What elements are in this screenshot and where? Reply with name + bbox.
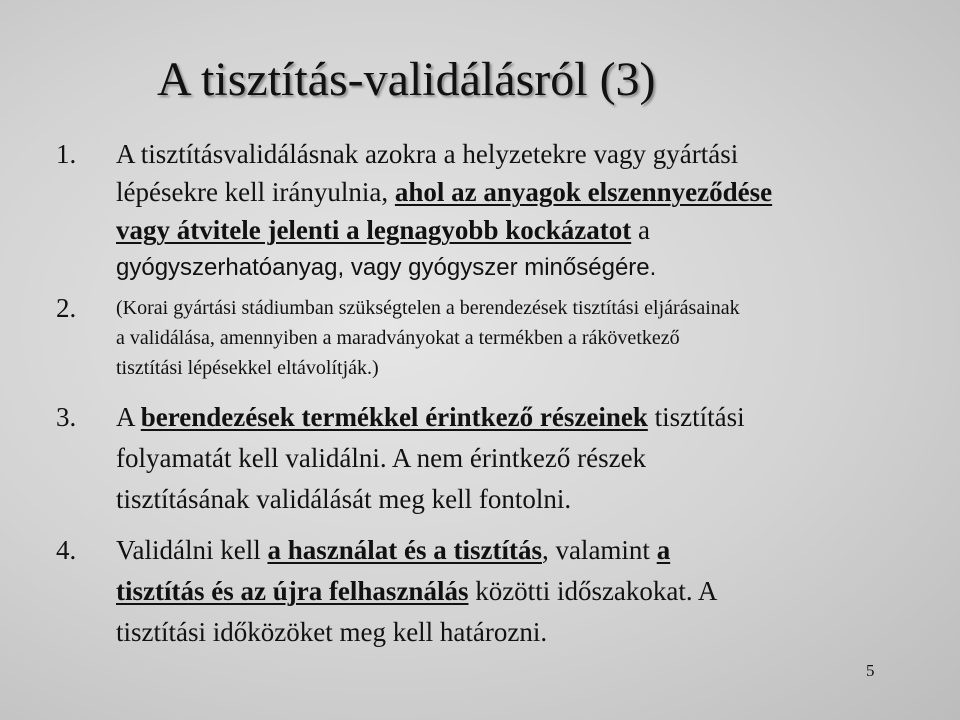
item-number: 2. (56, 293, 77, 323)
item-number: 1. (56, 139, 77, 169)
text-span: lépésekre kell irányulnia, (116, 177, 395, 207)
text-line (116, 612, 717, 653)
text-span: közötti időszakokat. A (468, 576, 718, 606)
text-span: Validálni kell (116, 535, 268, 565)
text-line (116, 438, 745, 479)
page-number: 5 (866, 661, 875, 680)
text-line (116, 173, 772, 211)
text-line (116, 211, 772, 249)
text-line (116, 249, 772, 287)
text-span: tisztítási időközöket meg kell határozni. (116, 617, 548, 647)
text-span: , valamint (541, 535, 657, 565)
text-line (116, 135, 772, 173)
emphasis-text: vagy átvitele jelenti a legnagyobb kockázatot (116, 215, 632, 245)
text-span: tisztítási (647, 402, 745, 432)
text-span: gyógyszerhatóanyag, vagy gyógyszer minőségére. (116, 254, 657, 281)
text-line (116, 479, 745, 520)
text-line (116, 293, 740, 323)
item-text (116, 397, 745, 520)
text-span: a (631, 215, 650, 245)
slide-title: A tisztítás-validálásról (3) (157, 53, 656, 106)
emphasis-text: tisztítás és az újra felhasználás (116, 576, 469, 606)
text-line (116, 571, 717, 612)
text-line (116, 353, 740, 383)
emphasis-text: a használat és a tisztítás (267, 535, 542, 565)
text-line (116, 323, 740, 353)
text-span: (Korai gyártási stádiumban szükségtelen a berendezések tisztítási eljárásainak (116, 297, 740, 319)
text-line (116, 530, 717, 571)
text-span: tisztítási lépésekkel eltávolítják.) (116, 357, 379, 379)
text-span: A (116, 402, 141, 432)
text-span: tisztításának validálását meg kell fontolni. (116, 484, 572, 514)
item-text (116, 135, 772, 287)
item-number: 4. (56, 535, 77, 565)
emphasis-text: ahol az anyagok elszennyeződése (394, 177, 773, 207)
item-number: 3. (56, 402, 77, 432)
text-span: a validálása, amennyiben a maradványokat a termékben a rákövetkező (116, 327, 680, 349)
text-line (116, 397, 745, 438)
text-span: folyamatát kell validálni. A nem érintkező részek (116, 443, 647, 473)
text-span: A tisztításvalidálásnak azokra a helyzetekre vagy gyártási (116, 139, 739, 169)
item-text (116, 530, 717, 653)
emphasis-text: berendezések termékkel érintkező részeinek (140, 402, 648, 432)
item-text (116, 293, 740, 383)
emphasis-text: a (656, 535, 671, 565)
